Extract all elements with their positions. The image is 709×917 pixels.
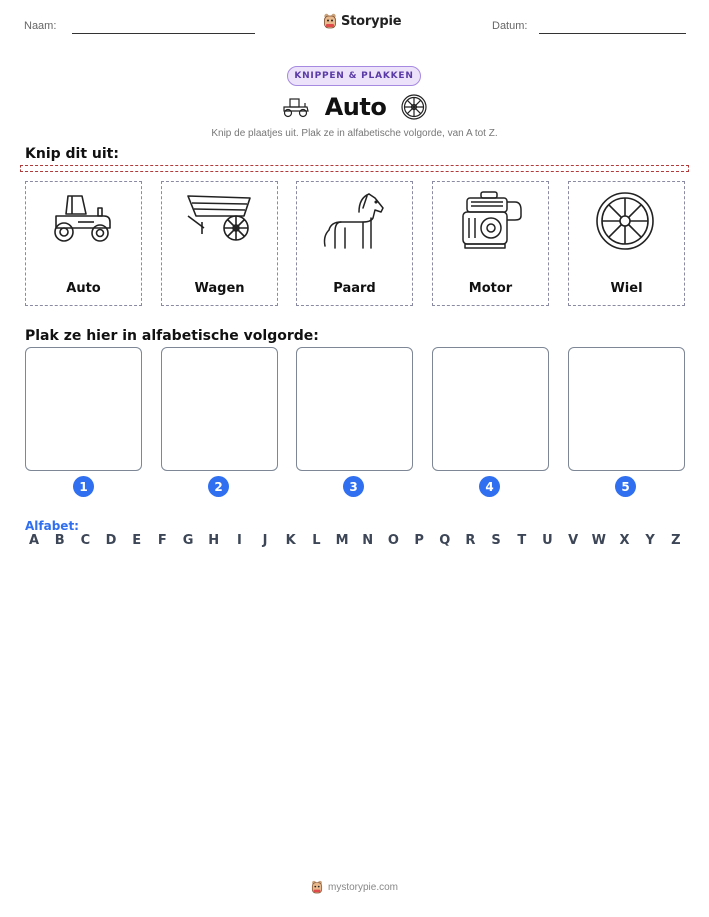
footer-link[interactable]: mystorypie.com <box>327 881 398 893</box>
cut-card-auto[interactable] <box>25 181 142 306</box>
alphabet-letter: W <box>591 533 606 548</box>
alphabet-letter: Z <box>671 533 681 548</box>
paste-box-1[interactable] <box>25 347 142 471</box>
alphabet-letter: G <box>182 533 194 548</box>
instructions: Knip de plaatjes uit. Plak ze in alfabetische volgorde, van A tot Z. <box>211 128 498 139</box>
paste-section-title: Plak ze hier in alfabetische volgorde: <box>25 328 319 344</box>
paste-box-4[interactable] <box>432 347 549 471</box>
alphabet-letter: J <box>262 533 268 548</box>
paste-number-4: 4 <box>479 476 500 497</box>
activity-badge: KNIPPEN & PLAKKEN <box>287 66 421 86</box>
paste-number-1: 1 <box>73 476 94 497</box>
engine-motor-icon <box>455 188 527 254</box>
cut-card-label: Auto <box>66 281 101 296</box>
alphabet-letter: H <box>208 533 220 548</box>
paste-number-2: 2 <box>208 476 229 497</box>
alphabet-letter: C <box>80 533 91 548</box>
wagon-cart-icon <box>184 188 256 248</box>
footer <box>0 880 709 894</box>
alphabet-letter: S <box>491 533 501 548</box>
alphabet-letter: E <box>132 533 142 548</box>
alphabet-row <box>25 533 685 548</box>
brand-name: Storypie <box>341 13 402 29</box>
cut-card-label: Wiel <box>610 281 643 296</box>
alphabet-letter: L <box>312 533 321 548</box>
alphabet-letter: K <box>285 533 296 548</box>
name-line <box>72 33 255 34</box>
alphabet-letter: U <box>542 533 553 548</box>
paste-box-5[interactable] <box>568 347 685 471</box>
paste-number-3: 3 <box>343 476 364 497</box>
cut-card-label: Paard <box>333 281 376 296</box>
name-label: Naam: <box>24 20 57 32</box>
tractor-icon <box>281 96 311 118</box>
alphabet-letter: F <box>157 533 167 548</box>
alphabet-letter: O <box>387 533 399 548</box>
horse-icon <box>319 188 391 254</box>
tractor-car-icon <box>48 188 120 248</box>
cut-card-label: Wagen <box>194 281 245 296</box>
cut-section-title: Knip dit uit: <box>25 146 119 162</box>
cut-card-paard[interactable] <box>296 181 413 306</box>
title-row <box>0 90 709 124</box>
brand-logo <box>323 13 401 29</box>
cut-card-wagen[interactable] <box>161 181 278 306</box>
page-title: Auto <box>324 93 387 121</box>
paste-box-2[interactable] <box>161 347 278 471</box>
alphabet-letter: I <box>236 533 242 548</box>
alphabet-label: Alfabet: <box>25 519 79 533</box>
alphabet-letter: Q <box>439 533 451 548</box>
alphabet-letter: N <box>362 533 374 548</box>
paste-box-3[interactable] <box>296 347 413 471</box>
date-line <box>539 33 686 34</box>
wheel-icon <box>591 188 663 254</box>
alphabet-letter: A <box>28 533 40 548</box>
alphabet-letter: B <box>54 533 65 548</box>
cut-card-label: Motor <box>468 281 513 296</box>
alphabet-letter: P <box>414 533 424 548</box>
alphabet-letter: R <box>465 533 476 548</box>
wheel-title-icon <box>400 93 428 121</box>
paste-number-5: 5 <box>615 476 636 497</box>
date-label: Datum: <box>492 20 528 32</box>
cut-card-motor[interactable] <box>432 181 549 306</box>
cut-line <box>20 165 689 172</box>
cut-card-wiel[interactable] <box>568 181 685 306</box>
storypie-mascot-icon <box>311 880 323 894</box>
storypie-mascot-icon <box>323 13 337 29</box>
alphabet-letter: M <box>335 533 349 548</box>
alphabet-letter: D <box>105 533 117 548</box>
alphabet-letter: V <box>568 533 579 548</box>
alphabet-letter: T <box>517 533 527 548</box>
alphabet-letter: Y <box>645 533 655 548</box>
alphabet-letter: X <box>619 533 630 548</box>
